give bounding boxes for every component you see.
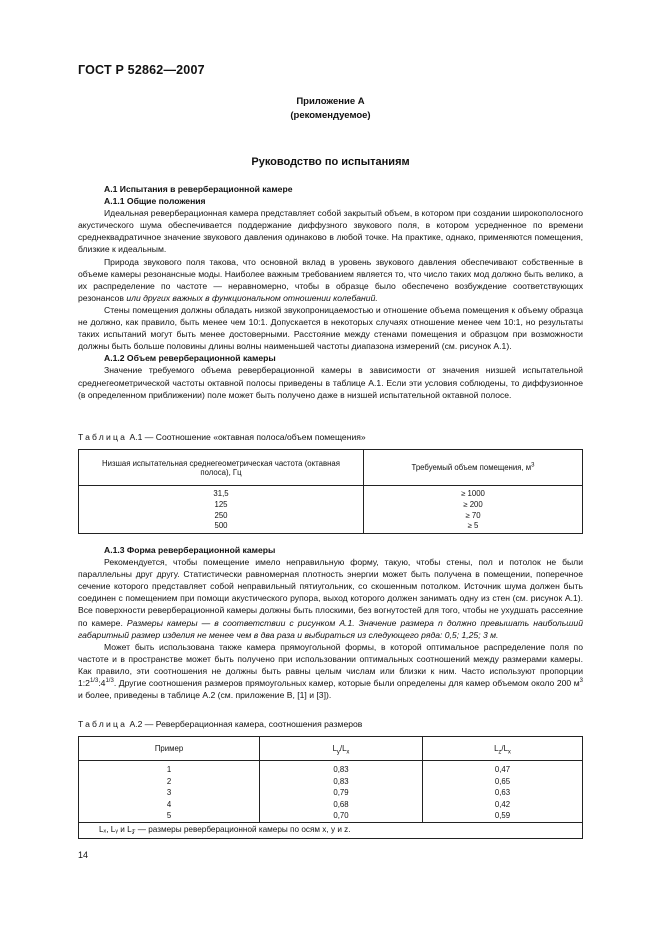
table-a1-header-frequency: Низшая испытательная среднегеометрическая частота (октавная полоса), Гц [79, 450, 364, 486]
table-a2-cell: 0,59 [494, 811, 511, 820]
table-a1-cell: ≥ 70 [465, 510, 481, 520]
standard-header: ГОСТ Р 52862—2007 [78, 63, 205, 77]
table-a2-cell: 0,42 [494, 799, 511, 809]
paragraph-6 [78, 641, 583, 701]
table-a1-caption-text: А.1 — Соотношение «октавная полоса/объем помещения» [129, 432, 366, 442]
paragraph-5-text: Рекомендуется, чтобы помещение имело неправильную форму, такую, чтобы стены, пол и потолок не были параллельны друг другу. Статистически равномерная плотность энергии может быть получена в помещении, поперечное сечение которого представляет собой неправильный пятиугольник, со скошенным потолком. Источник шума должен быть соединен с помещением при помощи акустического рупора, выход которого должен занимать одну из стен (см. рисунок А.1). Все поверхности реверберационной камеры должны быть плоскими, без вогнутостей для того, чтобы не ухудшать рассеяние по камере. [78, 557, 583, 628]
table-a1-caption [78, 432, 366, 442]
paragraph-6-sup-1: 1/3 [89, 678, 99, 685]
annex-type: (рекомендуемое) [290, 110, 371, 121]
table-a2-cell: 0,83 [333, 776, 349, 786]
paragraph-2-text: Природа звукового поля такова, что основной вклад в уровень звукового давления обеспечивают собственные в объеме камеры резонансные моды. Наиболее важным требованием является то, что число таких мод должно быть велико, а их распределение по частоте — неравномерно, чтобы в образце было обеспечено возбуждение соответствующих резонансов [78, 256, 583, 303]
page-number: 14 [78, 850, 89, 860]
table-a2-note: Lₓ, Lᵧ и L𝓏 — размеры реверберационной камеры по осям x, y и z. [79, 822, 583, 838]
table-a2-cell: 0,63 [494, 788, 511, 797]
paragraph-2 [78, 256, 583, 304]
paragraph-1: Идеальная реверберационная камера представляет собой закрытый объем, в котором при создании широкополосного акустического шума обеспечивается поддержание диффузного звукового поля, в котором усредненное по времени среднеквадратичное значение звукового давления одинаково в любой точке. На практике, однако, применяются помещения, близкие к идеальным. [78, 208, 584, 255]
table-a2-cell: 0,65 [494, 776, 511, 786]
table-a2-cell: 2 [166, 776, 172, 786]
table-a2-h3-slash: /L [501, 744, 508, 753]
table-a1-header-volume [364, 450, 583, 486]
document-title: Руководство по испытаниям [251, 156, 410, 168]
table-a2-header-example: Пример [79, 737, 260, 761]
section-a1-block [78, 183, 583, 401]
table-a2-header-ly-lx [260, 737, 423, 761]
table-a2-h2-l: L [332, 744, 337, 753]
table-a1-cell: 31,5 [213, 489, 229, 498]
table-a2-caption [78, 719, 362, 729]
table-a2-col-ly-lx [260, 761, 423, 823]
paragraph-6-mid: :4 [98, 678, 106, 689]
table-a1 [78, 449, 583, 534]
table-a2-h3-sub1: z [498, 749, 502, 756]
table-a2-col-example [79, 761, 260, 823]
table-a1-col-volume [364, 486, 583, 534]
paragraph-6-text-a: Может быть использована также камера прямоугольной формы, в которой оптимальное распределение поля по частоте и в пространстве может быть получено при использовании оптимальных соотношений между размерами камеры. Как правило, эти соотношения не должны быть равны целым числам или близки к ним. Часто используют пропорции 1:2 [78, 641, 583, 689]
table-a1-cell: ≥ 5 [467, 521, 479, 531]
table-a2-cell: 0,79 [333, 788, 349, 797]
table-a2-cell: 0,47 [494, 765, 511, 774]
table-a2-h3-sub2: x [507, 749, 511, 756]
paragraph-5 [78, 556, 583, 641]
paragraph-4: Значение требуемого объема реверберационной камеры в зависимости от значения низшей испытательной среднегеометрической частоты октавной полосы приведены в таблице А.1. Если эти условия соблюдены, то диффузионное (в определенном приближении) поле может быть получено даже в низшей испытательной октавной полосе. [78, 365, 583, 400]
heading-a11: А.1.1 Общие положения [104, 196, 206, 207]
paragraph-6-text-b: . Другие соотношения размеров прямоугольных камер, которые были определены для камер объемом около 200 м [113, 678, 580, 689]
paragraph-2-italic: или других важных в функциональном отношении колебаний. [126, 292, 378, 303]
table-a1-cell: ≥ 1000 [461, 489, 485, 498]
table-a1-cell: 250 [214, 510, 228, 520]
paragraph-6-text-c: и более, приведены в таблице А.2 (см. приложение В, [1] и [3]). [78, 690, 332, 701]
table-a1-cell: 500 [214, 521, 228, 531]
heading-a1: А.1 Испытания в реверберационной камере [104, 184, 293, 194]
annex-title: Приложение А [296, 96, 365, 107]
table-a2-cell: 0,83 [333, 765, 349, 774]
table-a2-col-lz-lx [423, 761, 583, 823]
table-a2-h3-l: L [494, 744, 499, 753]
paragraph-3: Стены помещения должны обладать низкой звукопроницаемостью и отношение объема помещения к объему образца не должно, как правило, быть менее чем 10:1. Допускается в некоторых случаях отношение менее чем 10:1, но результаты таких испытаний могут быть менее достоверными. Расстояние между стенами помещения и образцом при возможности должны быть больше половины длины волны наименьшей частоты диапазона измерений (см. рисунок А.1). [78, 304, 583, 352]
paragraph-5-italic: Размеры камеры — в соответствии с рисунком А.1. Значение размера n должно превышать наибольший габаритный размер изделия не менее чем в два раза и выбираться из следующего ряда: 0,5; 1,25; 3 м. [78, 617, 583, 640]
paragraph-6-sup-3: 3 [579, 678, 583, 685]
section-a13-block [78, 544, 583, 701]
table-a2-label: Таблица [78, 719, 128, 729]
table-a2-cell: 5 [166, 811, 172, 820]
table-a1-col-frequency [79, 486, 364, 534]
table-a2-cell: 0,70 [333, 811, 349, 820]
table-a2-h2-slash: /L [339, 744, 347, 753]
table-a2-cell: 4 [166, 799, 172, 809]
table-a1-label: Таблица [78, 432, 128, 442]
table-a2-h2-sub1: y [336, 749, 340, 756]
table-a2 [78, 736, 583, 839]
table-a2-header-lz-lx [423, 737, 583, 761]
table-a2-cell: 0,68 [333, 799, 349, 809]
table-a2-cell: 1 [166, 765, 172, 774]
heading-a12: А.1.2 Объем реверберационной камеры [104, 353, 276, 364]
table-a1-header-volume-sup: 3 [531, 462, 535, 469]
heading-a13: А.1.3 Форма реверберационной камеры [104, 545, 276, 555]
paragraph-6-sup-2: 1/3 [105, 678, 114, 685]
table-a1-header-volume-text: Требуемый объем помещения, м [411, 463, 532, 472]
table-a2-cell: 3 [166, 788, 172, 797]
table-a2-h2-sub2: x [346, 749, 350, 756]
table-a1-cell: 125 [214, 499, 228, 509]
table-a1-cell: ≥ 200 [463, 499, 483, 509]
table-a2-caption-text: А.2 — Реверберационная камера, соотношения размеров [129, 719, 363, 729]
